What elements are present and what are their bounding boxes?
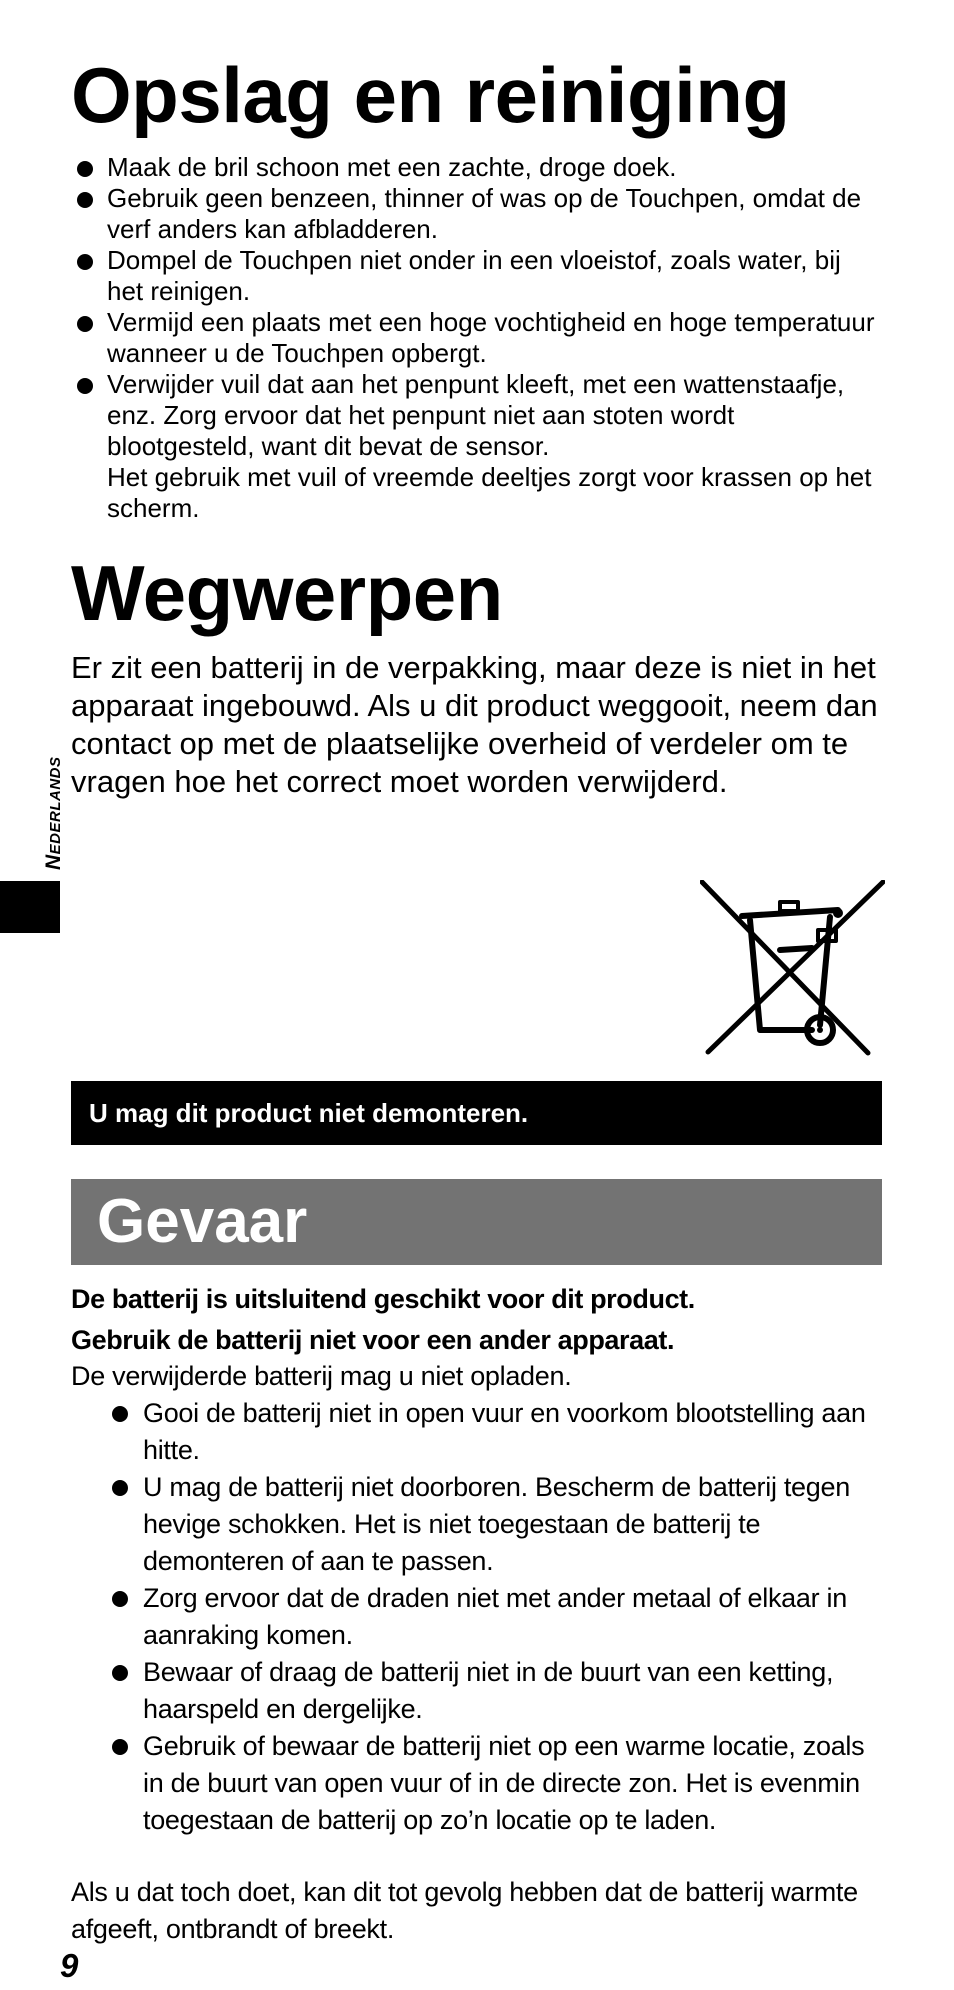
- danger-outro: Als u dat toch doet, kan dit tot gevolg hebben dat de batterij warmte afgeeft, ontbrandt of breekt.: [71, 1877, 858, 1944]
- disposal-heading: Wegwerpen: [71, 549, 503, 637]
- list-item: Gebruik geen benzeen, thinner of was op de Touchpen, omdat de verf anders kan afbladderen.: [71, 183, 882, 245]
- list-item: [71, 369, 882, 524]
- language-side-tab: [0, 881, 60, 933]
- list-item: Gooi de batterij niet in open vuur en voorkom blootstelling aan hitte.: [107, 1395, 882, 1469]
- page-number: 9: [60, 1947, 79, 1984]
- disposal-text: Er zit een batterij in de verpakking, maar deze is niet in het apparaat ingebouwd. Als u dit product weggooit, neem dan contact op met de plaatselijke overheid of verdeler om te vragen hoe het correct moet worden verwijderd.: [71, 650, 878, 799]
- danger-bold-line-2: Gebruik de batterij niet voor een ander apparaat.: [71, 1325, 675, 1355]
- list-item: Dompel de Touchpen niet onder in een vloeistof, zoals water, bij het reinigen.: [71, 245, 882, 307]
- crossed-out-wheelie-bin-icon: [700, 880, 885, 1058]
- list-item: Maak de bril schoon met een zachte, droge doek.: [71, 152, 882, 183]
- danger-heading: Gevaar: [71, 1179, 882, 1265]
- storage-heading: Opslag en reiniging: [71, 51, 790, 139]
- language-side-label: Nederlands: [42, 756, 65, 870]
- storage-list: [71, 152, 882, 524]
- list-item-continuation: Het gebruik met vuil of vreemde deeltjes zorgt voor krassen op het scherm.: [107, 462, 872, 523]
- danger-list: [107, 1395, 882, 1839]
- danger-bold-statement: [71, 1279, 882, 1361]
- list-item: Zorg ervoor dat de draden niet met ander metaal of elkaar in aanraking komen.: [107, 1580, 882, 1654]
- danger-intro: De verwijderde batterij mag u niet opladen.: [71, 1361, 572, 1391]
- list-item: Gebruik of bewaar de batterij niet op een warme locatie, zoals in de buurt van open vuur of in de directe zon. Het is evenmin toegestaan de batterij op zo’n locatie op te laden.: [107, 1728, 882, 1839]
- list-item: Vermijd een plaats met een hoge vochtigheid en hoge temperatuur wanneer u de Touchpen opbergt.: [71, 307, 882, 369]
- list-item: U mag de batterij niet doorboren. Bescherm de batterij tegen hevige schokken. Het is niet toegestaan de batterij te demonteren of aan te passen.: [107, 1469, 882, 1580]
- disassembly-warning-bar: U mag dit product niet demonteren.: [71, 1081, 882, 1145]
- list-item-text: Verwijder vuil dat aan het penpunt kleeft, met een wattenstaafje, enz. Zorg ervoor dat het penpunt niet aan stoten wordt blootgesteld, want dit bevat de sensor.: [107, 369, 845, 461]
- list-item: Bewaar of draag de batterij niet in de buurt van een ketting, haarspeld en dergelijke.: [107, 1654, 882, 1728]
- danger-bold-line-1: De batterij is uitsluitend geschikt voor dit product.: [71, 1284, 695, 1314]
